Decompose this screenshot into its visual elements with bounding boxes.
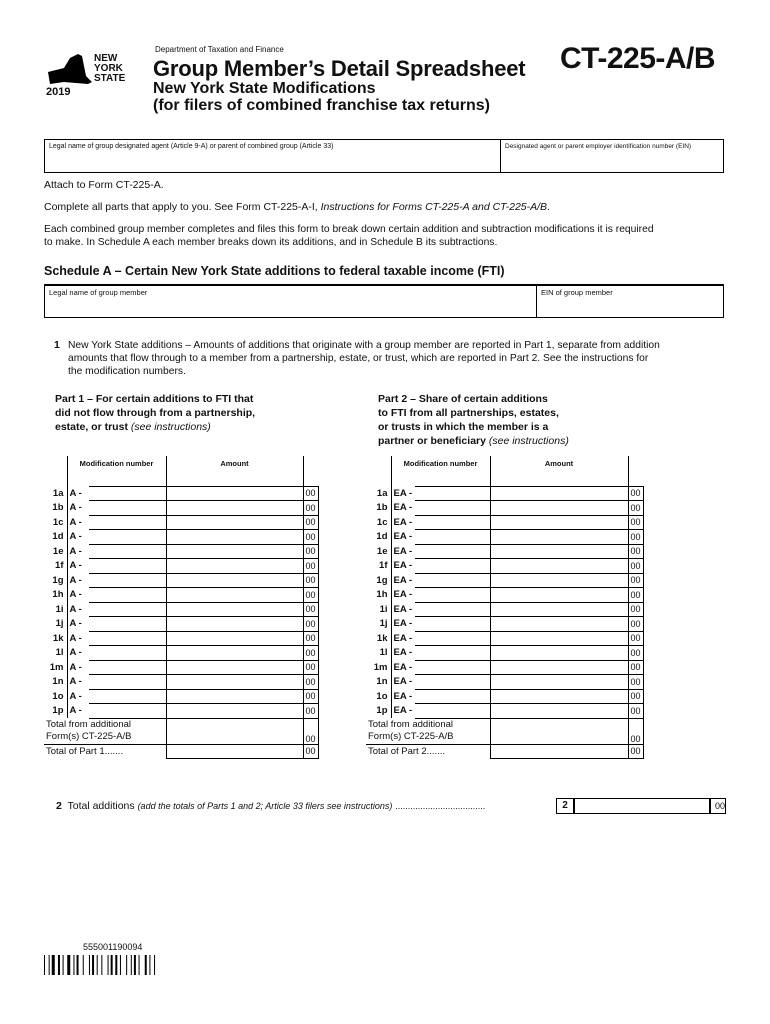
barcode-bar (154, 955, 155, 975)
cents-label: 00 (628, 631, 643, 646)
modification-number-input[interactable] (415, 660, 490, 675)
line-label: 1h (52, 589, 64, 601)
cents-label: 00 (628, 660, 643, 675)
code-prefix: A - (67, 675, 89, 690)
code-prefix: A - (67, 530, 89, 545)
amount-input[interactable] (166, 617, 303, 632)
barcode-bar (92, 955, 94, 975)
modification-number-input[interactable] (89, 602, 166, 617)
line-label: 1b (376, 502, 388, 514)
cents-label: 00 (303, 544, 318, 559)
cents-label: 00 (303, 486, 318, 501)
amount-input[interactable] (166, 689, 303, 704)
modification-number-input[interactable] (89, 515, 166, 530)
total-part-row (366, 744, 643, 759)
barcode-bar (126, 955, 127, 975)
table-row (366, 573, 643, 588)
code-prefix: A - (67, 588, 89, 603)
barcode-bar (120, 955, 121, 975)
line-label: 1c (376, 516, 388, 528)
line-label: 1d (376, 531, 388, 543)
line1-description: New York State additions – Amounts of additions that originate with a group member are reported in Part 1, separate from addition amounts that flow through to a member from a partnership, estate, or trust, which are reported in Part 2. See the instructions for the modification numbers. (68, 340, 660, 377)
modification-number-input[interactable] (89, 631, 166, 646)
modification-number-input[interactable] (415, 515, 490, 530)
cents-label: 00 (628, 501, 643, 516)
code-prefix: A - (67, 631, 89, 646)
cents-label: 00 (628, 646, 643, 661)
barcode-bar (111, 955, 113, 975)
barcode-bar (115, 955, 117, 975)
amount-input[interactable] (490, 573, 628, 588)
amount-input[interactable] (490, 631, 628, 646)
table-row (44, 544, 318, 559)
line-label: 1i (55, 603, 64, 615)
modification-number-input[interactable] (415, 617, 490, 632)
modification-number-input[interactable] (89, 646, 166, 661)
line-label: 1g (52, 574, 64, 586)
line2-label: Total additions (67, 800, 135, 812)
amount-input[interactable] (166, 573, 303, 588)
code-prefix: EA - (391, 675, 415, 690)
table-row (366, 588, 643, 603)
amount-input[interactable] (490, 501, 628, 516)
amount-input[interactable] (490, 515, 628, 530)
code-prefix: A - (67, 660, 89, 675)
modification-number-input[interactable] (415, 559, 490, 574)
amount-input[interactable] (166, 486, 303, 501)
amount-input[interactable] (490, 602, 628, 617)
code-prefix: EA - (391, 573, 415, 588)
cents-label: 00 (303, 704, 318, 719)
total-additional-input[interactable] (166, 718, 303, 744)
cents-label: 00 (628, 559, 643, 574)
member-info-box (44, 284, 724, 318)
cents-label: 00 (628, 602, 643, 617)
modification-number-input[interactable] (89, 486, 166, 501)
table-row (44, 486, 318, 501)
table-row (366, 689, 643, 704)
barcode-number: 555001190094 (83, 942, 143, 952)
modification-number-input[interactable] (89, 704, 166, 719)
line2-box: 2 (556, 798, 574, 814)
line-label: 1k (52, 632, 64, 644)
table-row (44, 631, 318, 646)
cents-label: 00 (628, 573, 643, 588)
amount-input[interactable] (490, 544, 628, 559)
line1-number: 1 (54, 339, 60, 351)
table-row (366, 631, 643, 646)
code-prefix: EA - (391, 588, 415, 603)
amount-input[interactable] (490, 530, 628, 545)
table-row (366, 704, 643, 719)
amount-input[interactable] (490, 660, 628, 675)
cents-label: 00 (303, 646, 318, 661)
line-label: 1e (52, 545, 64, 557)
barcode-bar (63, 955, 64, 975)
line-label: 1i (379, 603, 388, 615)
modification-number-input[interactable] (89, 588, 166, 603)
member-name-field[interactable] (45, 286, 537, 317)
amount-input[interactable] (490, 675, 628, 690)
amount-input[interactable] (490, 689, 628, 704)
code-prefix: A - (67, 617, 89, 632)
code-prefix: EA - (391, 660, 415, 675)
barcode-bar (134, 955, 136, 975)
table-row (44, 704, 318, 719)
line-label: 1j (55, 618, 64, 630)
cents-label: 00 (303, 515, 318, 530)
modification-number-input[interactable] (89, 544, 166, 559)
amount-input[interactable] (490, 617, 628, 632)
barcode-image (44, 955, 194, 975)
table-row (366, 515, 643, 530)
table-row (366, 559, 643, 574)
barcode-bar (49, 955, 50, 975)
total-additional-label: Total from additional Form(s) CT-225-A/B (46, 719, 132, 742)
amount-input[interactable] (166, 675, 303, 690)
code-prefix: A - (67, 544, 89, 559)
cents-label: 00 (628, 515, 643, 530)
member-ein-label: EIN of group member (541, 288, 613, 297)
line-label: 1l (379, 647, 388, 659)
department-name: Department of Taxation and Finance (155, 45, 284, 54)
table-row (44, 530, 318, 545)
modification-number-input[interactable] (89, 501, 166, 516)
line2-amount-input[interactable] (574, 798, 711, 814)
code-prefix: EA - (391, 515, 415, 530)
code-prefix: EA - (391, 501, 415, 516)
amount-input[interactable] (490, 588, 628, 603)
barcode-bar (77, 955, 79, 975)
agent-ein-label: Designated agent or parent employer identification number (EIN) (505, 143, 692, 150)
total-additional-row (44, 718, 318, 744)
agent-info-box (44, 139, 724, 173)
line-label: 1e (376, 545, 388, 557)
amount-input[interactable] (490, 704, 628, 719)
line2-cents: 00 (709, 798, 726, 814)
cents-label: 00 (628, 530, 643, 545)
code-prefix: A - (67, 704, 89, 719)
agent-name-label: Legal name of group designated agent (Article 9-A) or parent of combined group (Article 33) (49, 143, 334, 150)
code-prefix: EA - (391, 486, 415, 501)
logo-text: NEW YORK STATE (94, 53, 126, 84)
code-prefix: EA - (391, 689, 415, 704)
cents-label: 00 (303, 660, 318, 675)
line-label: 1m (49, 661, 64, 673)
amount-input[interactable] (490, 646, 628, 661)
line-label: 1f (379, 560, 388, 572)
line-label: 1n (52, 676, 64, 688)
line-label: 1h (376, 589, 388, 601)
code-prefix: A - (67, 602, 89, 617)
barcode-bar (67, 955, 70, 975)
code-prefix: EA - (391, 646, 415, 661)
cents-label: 00 (628, 675, 643, 690)
cents-label: 00 (303, 744, 318, 759)
barcode-bar (101, 955, 102, 975)
line-label: 1b (52, 502, 64, 514)
modification-number-input[interactable] (415, 646, 490, 661)
code-prefix: A - (67, 515, 89, 530)
cents-label: 00 (628, 744, 643, 759)
line-label: 1n (376, 676, 388, 688)
part1-col-modification: Modification number (67, 456, 166, 486)
code-prefix: A - (67, 486, 89, 501)
code-prefix: EA - (391, 617, 415, 632)
table-row (44, 559, 318, 574)
line2-number: 2 (56, 800, 62, 812)
line-label: 1o (52, 690, 64, 702)
line2-note: (add the totals of Parts 1 and 2; Article 33 filers see instructions) (137, 801, 393, 811)
member-ein-field[interactable] (537, 286, 725, 317)
line-label: 1f (55, 560, 64, 572)
modification-number-input[interactable] (89, 559, 166, 574)
code-prefix: A - (67, 501, 89, 516)
barcode-bar (145, 955, 147, 975)
cents-label: 00 (303, 675, 318, 690)
modification-number-input[interactable] (89, 660, 166, 675)
code-prefix: A - (67, 689, 89, 704)
table-row (44, 602, 318, 617)
line-label: 1g (376, 574, 388, 586)
cents-label: 00 (628, 704, 643, 719)
barcode-bar (131, 955, 132, 975)
barcode-bar (83, 955, 84, 975)
total-part-input[interactable] (490, 744, 628, 759)
modification-number-input[interactable] (415, 704, 490, 719)
modification-number-input[interactable] (89, 617, 166, 632)
code-prefix: A - (67, 559, 89, 574)
agent-name-field[interactable] (45, 140, 501, 172)
modification-number-input[interactable] (415, 573, 490, 588)
part2-col-amount: Amount (490, 456, 628, 486)
table-row (366, 675, 643, 690)
table-row (366, 544, 643, 559)
table-row (44, 660, 318, 675)
amount-input[interactable] (166, 588, 303, 603)
total-part-input[interactable] (166, 744, 303, 759)
barcode-bar (89, 955, 90, 975)
cents-label: 00 (628, 544, 643, 559)
cents-label: 00 (303, 588, 318, 603)
modification-number-input[interactable] (415, 602, 490, 617)
member-name-label: Legal name of group member (49, 288, 148, 297)
cents-label: 00 (303, 559, 318, 574)
total-additional-row (366, 718, 643, 744)
total-part-row (44, 744, 318, 759)
form-title: Group Member’s Detail Spreadsheet (153, 56, 526, 81)
cents-label: 00 (303, 602, 318, 617)
part1-col-amount: Amount (166, 456, 303, 486)
table-row (366, 501, 643, 516)
modification-number-input[interactable] (415, 486, 490, 501)
amount-input[interactable] (166, 646, 303, 661)
each-member-instruction: Each combined group member completes and files this form to break down certain addition and subtraction modifications it is required to make. In Schedule A each member breaks down its additions, and in Schedule B its subtractions. (44, 224, 654, 248)
cents-label: 00 (303, 501, 318, 516)
table-row (44, 646, 318, 661)
line-label: 1d (52, 531, 64, 543)
amount-input[interactable] (166, 631, 303, 646)
amount-input[interactable] (166, 660, 303, 675)
form-number: CT-225-A/B (560, 42, 716, 75)
part2-col-modification: Modification number (391, 456, 490, 486)
part1-table (44, 456, 319, 759)
amount-input[interactable] (166, 544, 303, 559)
nys-logo (44, 52, 142, 98)
table-row (44, 515, 318, 530)
modification-number-input[interactable] (415, 544, 490, 559)
cents-label: 00 (628, 718, 643, 744)
table-row (44, 617, 318, 632)
modification-number-input[interactable] (89, 675, 166, 690)
table-row (44, 588, 318, 603)
line-label: 1a (52, 487, 64, 499)
line-label: 1o (376, 690, 388, 702)
amount-input[interactable] (166, 501, 303, 516)
table-row (44, 689, 318, 704)
total-additional-label: Total from additional Form(s) CT-225-A/B (368, 719, 454, 742)
table-row (366, 530, 643, 545)
cents-label: 00 (303, 631, 318, 646)
amount-input[interactable] (166, 530, 303, 545)
barcode-bar (58, 955, 60, 975)
barcode-bar (149, 955, 150, 975)
line-label: 1j (379, 618, 388, 630)
line2-total-additions: 2 Total additions (add the totals of Parts 1 and 2; Article 33 filers see instructions) .................................... (56, 800, 486, 812)
code-prefix: A - (67, 573, 89, 588)
tax-year: 2019 (46, 86, 71, 98)
modification-number-input[interactable] (89, 573, 166, 588)
code-prefix: A - (67, 646, 89, 661)
barcode-bar (44, 955, 45, 975)
modification-number-input[interactable] (415, 675, 490, 690)
modification-number-input[interactable] (415, 689, 490, 704)
part1-heading: Part 1 – For certain additions to FTI that did not flow through from a partnership, estate, or trust (see instructions) (55, 393, 256, 433)
table-row (44, 573, 318, 588)
line-label: 1p (52, 705, 64, 717)
code-prefix: EA - (391, 631, 415, 646)
code-prefix: EA - (391, 559, 415, 574)
cents-label: 00 (303, 718, 318, 744)
total-part-label: Total of Part 1....... (44, 744, 166, 759)
cents-label: 00 (303, 689, 318, 704)
table-row (44, 675, 318, 690)
barcode-bar (52, 955, 55, 975)
cents-label: 00 (303, 617, 318, 632)
code-prefix: EA - (391, 704, 415, 719)
form-subtitle-1: New York State Modifications (153, 80, 376, 97)
code-prefix: EA - (391, 530, 415, 545)
line-label: 1m (373, 661, 388, 673)
amount-input[interactable] (166, 704, 303, 719)
modification-number-input[interactable] (415, 588, 490, 603)
barcode-bar (108, 955, 109, 975)
code-prefix: EA - (391, 544, 415, 559)
modification-number-input[interactable] (415, 631, 490, 646)
code-prefix: EA - (391, 602, 415, 617)
barcode-bar (139, 955, 140, 975)
line-label: 1k (376, 632, 388, 644)
modification-number-input[interactable] (89, 689, 166, 704)
table-row (366, 660, 643, 675)
line-label: 1l (55, 647, 64, 659)
part2-heading: Part 2 – Share of certain additions to FTI from all partnerships, estates, or trusts in which the member is a partner or beneficiary (see instructions) (378, 393, 569, 447)
table-row (366, 486, 643, 501)
table-row (44, 501, 318, 516)
cents-label: 00 (303, 573, 318, 588)
form-subtitle-2: (for filers of combined franchise tax returns) (153, 97, 490, 114)
table-row (366, 602, 643, 617)
amount-input[interactable] (490, 486, 628, 501)
cents-label: 00 (303, 530, 318, 545)
barcode-bar (73, 955, 74, 975)
agent-ein-field[interactable] (501, 140, 725, 172)
schedule-a-title: Schedule A – Certain New York State additions to federal taxable income (FTI) (44, 264, 505, 278)
total-additional-input[interactable] (490, 718, 628, 744)
table-row (366, 617, 643, 632)
amount-input[interactable] (166, 515, 303, 530)
modification-number-input[interactable] (89, 530, 166, 545)
cents-label: 00 (628, 486, 643, 501)
complete-instruction: Complete all parts that apply to you. See Form CT-225-A-I, Instructions for Forms CT-225-A and CT-225-A/B. (44, 201, 550, 213)
line-label: 1c (52, 516, 64, 528)
cents-label: 00 (628, 617, 643, 632)
modification-number-input[interactable] (415, 530, 490, 545)
modification-number-input[interactable] (415, 501, 490, 516)
amount-input[interactable] (166, 602, 303, 617)
line-label: 1p (376, 705, 388, 717)
table-row (366, 646, 643, 661)
part2-table (366, 456, 644, 759)
total-part-label: Total of Part 2....... (366, 744, 490, 759)
cents-label: 00 (628, 689, 643, 704)
line-label: 1a (376, 487, 388, 499)
barcode-bar (97, 955, 98, 975)
attach-instruction: Attach to Form CT-225-A. (44, 179, 164, 191)
cents-label: 00 (628, 588, 643, 603)
amount-input[interactable] (166, 559, 303, 574)
amount-input[interactable] (490, 559, 628, 574)
